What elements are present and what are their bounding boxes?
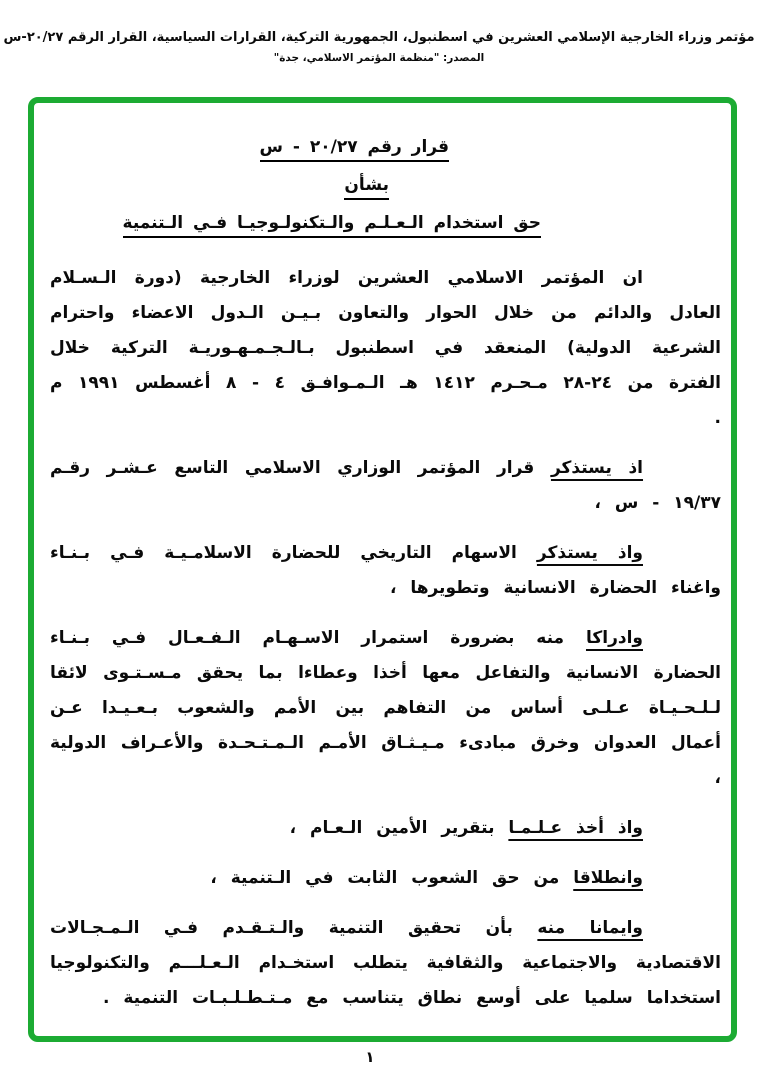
paragraph-lead: وادراكا (585, 628, 643, 648)
recital-paragraph-2 (50, 536, 721, 606)
recital-paragraph-1 (50, 451, 721, 521)
document-header (0, 30, 758, 64)
paragraph-lead: وانطلاقا (573, 868, 643, 888)
paragraph-text: ان المؤتمر الاسلامي العشرين لوزراء الخارجية (دورة الـسـلام العادل والدائم من خلال الحوار والتعاون بـيـن الـدول الاعضاء واحترام الشرعية الدولية) المنعقد في اسطنبول بـالـجـمـهـوريـة التركية خلال الفترة من ٢٤-٢٨ مـحـرم ١٤١٢ هـ الـمـوافـق ٤ - ٨ أغسطس ١٩٩١ م . (50, 268, 721, 428)
resolution-title-block (50, 135, 721, 235)
header-title: مؤتمر وزراء الخارجية الإسلامي العشرين في اسطنبول، الجمهورية التركية، القرارات السياسية، القرار الرقم ٢٠/٢٧-س (3, 30, 755, 45)
regarding-label: بشأن (344, 175, 389, 200)
resolution-subject-title: حق استخدام الـعـلـم والـتكنولـوجيـا فـي الـتنمية (123, 213, 541, 238)
paragraph-lead: واذ أخذ عـلـمـا (508, 818, 643, 838)
document-frame (28, 97, 737, 1042)
recital-paragraph-4 (50, 811, 721, 846)
page-number: ١ (365, 1048, 375, 1066)
recital-paragraph-6 (50, 911, 721, 1016)
recital-paragraph-5 (50, 861, 721, 896)
recital-paragraph-3 (50, 621, 721, 796)
paragraph-lead: واذ يستذكر (536, 543, 643, 563)
paragraph-lead: اذ يستذكر (550, 458, 644, 478)
paragraph-lead: وايمانا منه (537, 918, 643, 938)
resolution-number-title: قرار رقم ٢٠/٢٧ - س (260, 137, 449, 162)
header-source: المصدر: "منظمة المؤتمر الاسلامي، جدة" (273, 52, 485, 64)
paragraph-text: منه بضرورة استمرار الاسـهـام الـفـعـال فـي بـنـاء الحضارة الانسانية والتفاعل معها أخذا وعطاءا بما يحقق مـسـتـوى لائقا لـلـحـيـاة عـلـى أساس من التفاهم بين الأمم والشعوب بـعـيـدا عـن أعمال العدوان وخرق مبادىء مـيـثـاق الأمـم الـمـتـحـدة والأعـراف الدولية ، (50, 628, 721, 788)
paragraph-text: قرار المؤتمر الوزاري الاسلامي التاسع عـشـر رقـم ١٩/٣٧ - س ، (50, 458, 721, 513)
preamble-paragraph (50, 261, 721, 436)
paragraph-text: بأن تحقيق التنمية والـتـقـدم فـي الـمـجـالات الاقتصادية والاجتماعية والثقافية يتطلب استخـدام الـعـلـــم والتكنولوجيا استخداما سلميا على أوسع نطاق يتناسب مع مـتـطـلـبـات التنمية . (50, 918, 721, 1008)
paragraph-text: الاسهام التاريخي للحضارة الاسلامـيـة فـي بـنـاء واغناء الحضارة الانسانية وتطويرها ، (50, 543, 721, 598)
paragraph-text: بتقرير الأمين الـعـام ، (289, 818, 509, 838)
paragraph-text: من حق الشعوب الثابت في الـتنمية ، (210, 868, 574, 888)
